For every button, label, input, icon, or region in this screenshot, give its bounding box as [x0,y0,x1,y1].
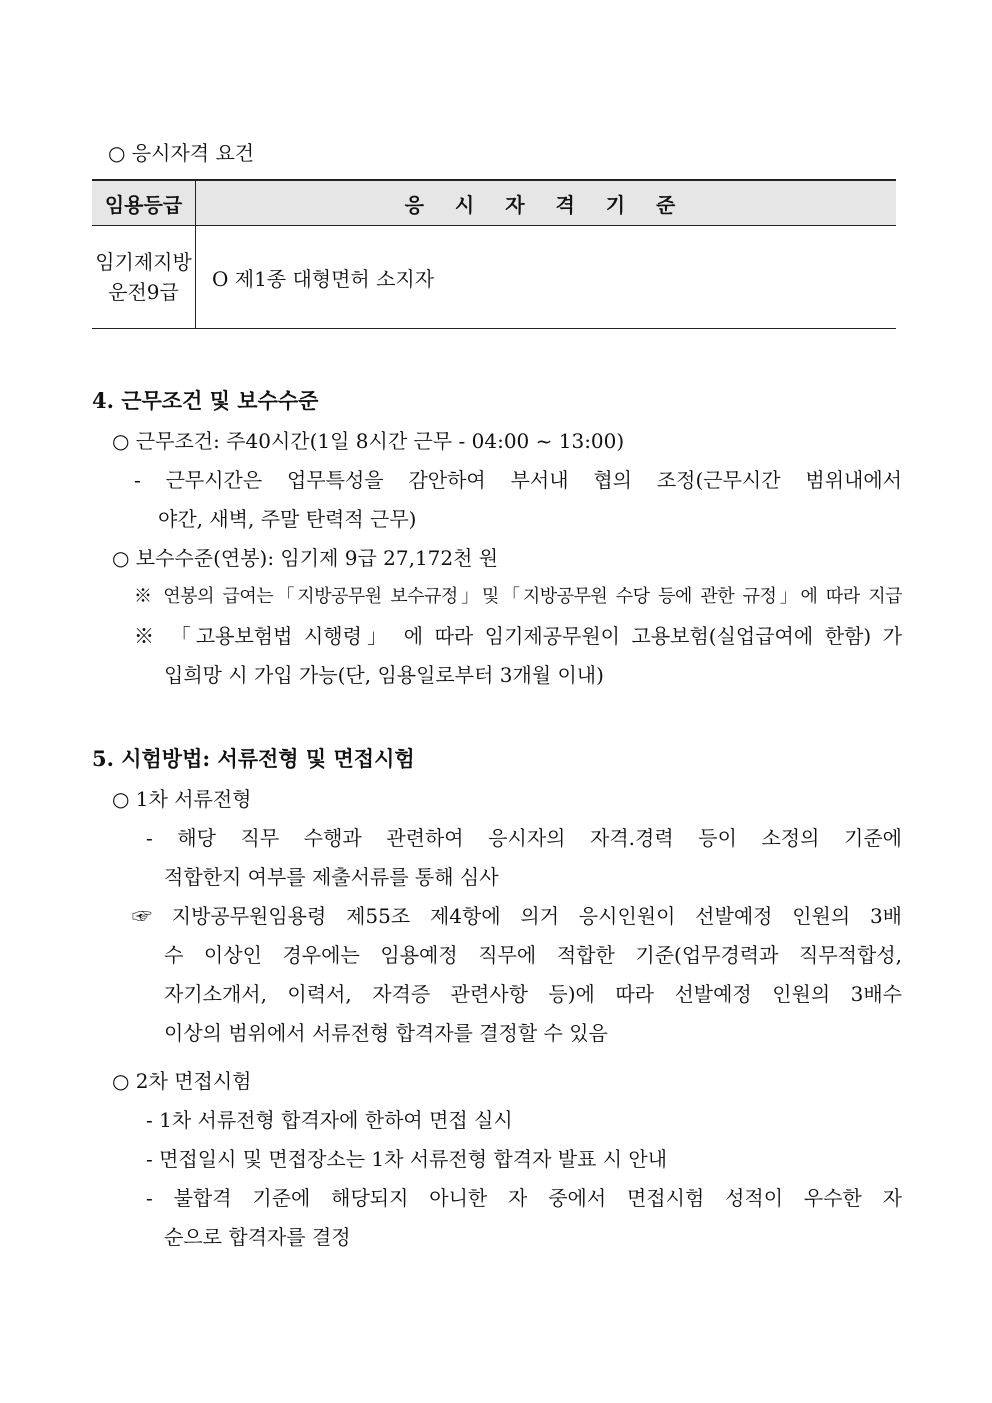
stage1-note-line4: 이상의 범위에서 서류전형 합격자를 결정할 수 있음 [164,1021,608,1045]
work-condition: ○ 근무조건: 주40시간(1일 8시간 근무 - 04:00 ~ 13:00) [112,429,625,453]
section4-title: 4. 근무조건 및 보수수준 [92,388,319,413]
stage1-heading: ○ 1차 서류전형 [112,787,252,811]
stage2-item3-line1: - 불합격 기준에 해당되지 아니한 자 중에서 면접시험 성적이 우수한 자 [146,1186,902,1210]
section5-title: 5. 시험방법: 서류전형 및 면접시험 [92,746,415,771]
pay-level: ○ 보수수준(연봉): 임기제 9급 27,172천 원 [112,546,499,570]
work-detail-line1: - 근무시간은 업무특성을 감안하여 부서내 협의 조정(근무시간 범위내에서 [134,468,902,492]
qualification-heading: ○ 응시자격 요건 [108,141,255,165]
stage2-heading: ○ 2차 면접시험 [112,1069,252,1093]
table-header-row [92,180,896,226]
salary-note: ※ 연봉의 급여는「지방공무원 보수규정」및「지방공무원 수당 등에 관한 규정」에 따라 지급 [134,586,902,607]
stage2-item2: - 면접일시 및 면접장소는 1차 서류전형 합격자 발표 시 안내 [146,1147,668,1171]
insurance-note-line2: 입희망 시 가입 가능(단, 임용일로부터 3개월 이내) [164,663,604,687]
grade-line-1: 임기제지방 [95,250,192,274]
header-grade: 임용등급 [92,180,196,226]
stage1-note-line2: 수 이상인 경우에는 임용예정 직무에 적합한 기준(업무경력과 직무적합성, [164,943,902,967]
stage2-item1: - 1차 서류전형 합격자에 한하여 면접 실시 [146,1108,513,1132]
stage1-detail-line1: - 해당 직무 수행과 관련하여 응시자의 자격.경력 등이 소정의 기준에 [146,826,902,850]
work-detail-line2: 야간, 새벽, 주말 탄력적 근무) [158,507,417,531]
stage2-item3-line2: 순으로 합격자를 결정 [164,1225,351,1249]
stage1-detail-line2: 적합한지 여부를 제출서류를 통해 심사 [164,865,499,889]
qualification-table [92,179,896,329]
table-row [92,226,896,329]
insurance-note-line1: ※ 「고용보험법 시행령」 에 따라 임기제공무원이 고용보험(실업급여에 한함) 가 [134,624,902,648]
stage1-note-line3: 자기소개서, 이력서, 자격증 관련사항 등)에 따라 선발예정 인원의 3배수 [164,982,902,1006]
stage1-note-line1: ☞ 지방공무원임용령 제55조 제4항에 의거 응시인원이 선발예정 인원의 3배 [132,904,902,928]
header-criteria: 응 시 자 격 기 준 [196,180,897,226]
grade-cell [92,226,196,329]
requirement-cell: O 제1종 대형면허 소지자 [196,226,897,329]
grade-line-2: 운전9급 [108,280,179,304]
